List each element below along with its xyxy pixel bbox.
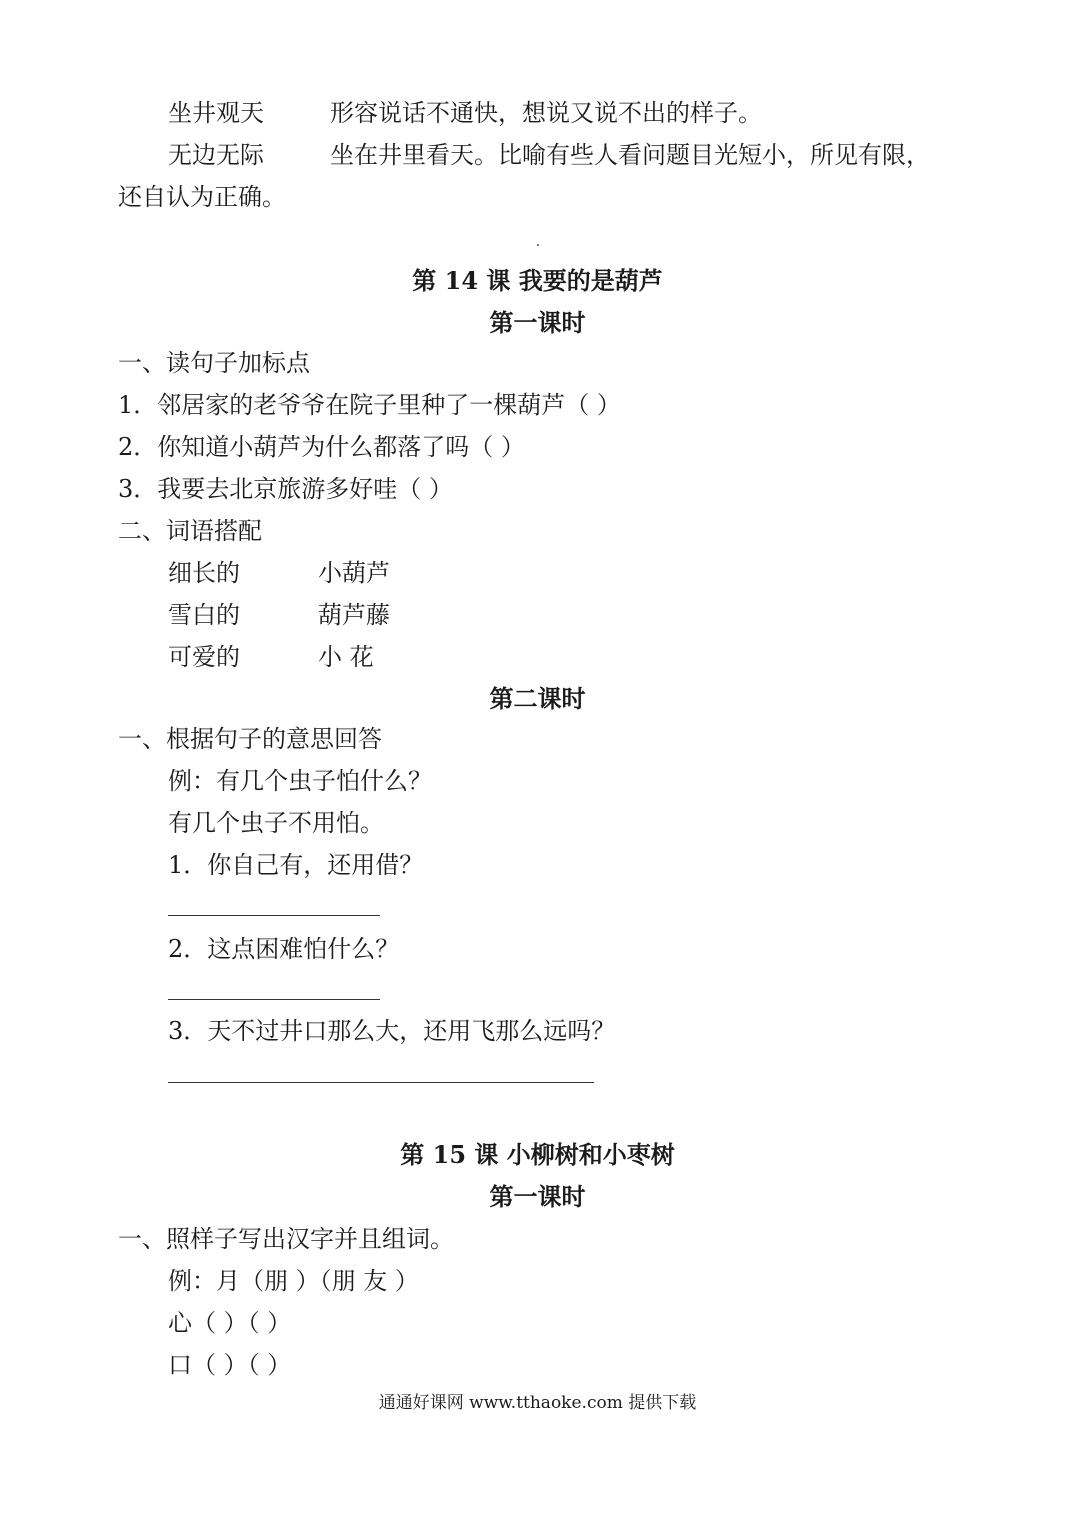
match-right-1: 小葫芦 (318, 559, 390, 587)
match-left-2: 雪白的 (168, 601, 240, 629)
idiom-definition-1: 形容说话不通快，想说又说不出的样子。 (330, 99, 762, 127)
section-title: 一、根据句子的意思回答 (118, 725, 382, 753)
match-left-1: 细长的 (168, 559, 240, 587)
idiom-term-2: 无边无际 (168, 141, 264, 169)
answer-blank-1[interactable] (168, 915, 380, 916)
punctuation-item-3: 3．我要去北京旅游多好哇（ ） (118, 475, 453, 503)
answer-blank-2[interactable] (168, 999, 380, 1000)
example-question: 例：有几个虫子怕什么？ (168, 767, 432, 795)
section-title: 一、读句子加标点 (118, 349, 310, 377)
idiom-term-1: 坐井观天 (168, 99, 264, 127)
question-1: 1．你自己有，还用借？ (168, 851, 424, 879)
idiom-definition-2: 坐在井里看天。比喻有些人看问题目光短小，所见有限， (330, 141, 930, 169)
answer-blank-3[interactable] (168, 1082, 594, 1083)
section-title: 二、词语搭配 (118, 517, 262, 545)
lesson-14-period-2-heading: 第二课时 (489, 684, 586, 713)
match-right-3: 小 花 (318, 643, 374, 671)
footer-download-note: 通通好课网 www.tthaoke.com 提供下载 (378, 1393, 697, 1413)
lesson-14-title: 第 14 课 我要的是葫芦 (412, 266, 663, 295)
question-2: 2．这点困难怕什么？ (168, 935, 400, 963)
lesson-15-period-1-heading: 第一课时 (489, 1182, 586, 1211)
punctuation-item-2: 2．你知道小葫芦为什么都落了吗（ ） (118, 433, 525, 461)
word-example: 例：月（朋 ）（朋 友 ） (168, 1267, 419, 1295)
example-answer: 有几个虫子不用怕。 (168, 809, 384, 837)
lesson-15-title: 第 15 课 小柳树和小枣树 (400, 1140, 675, 1169)
question-3: 3．天不过井口那么大，还用飞那么远吗？ (168, 1017, 616, 1045)
scan-speck (537, 244, 539, 246)
word-item-1[interactable]: 心（ ）（ ） (168, 1309, 292, 1337)
punctuation-item-1: 1．邻居家的老爷爷在院子里种了一棵葫芦（ ） (118, 391, 621, 419)
word-item-2[interactable]: 口（ ）（ ） (168, 1351, 292, 1379)
match-right-2: 葫芦藤 (318, 601, 390, 629)
lesson-14-period-1-heading: 第一课时 (489, 308, 586, 337)
section-title: 一、照样子写出汉字并且组词。 (118, 1225, 454, 1253)
match-left-3: 可爱的 (168, 643, 240, 671)
idiom-definition-2-continuation: 还自认为正确。 (118, 183, 286, 211)
